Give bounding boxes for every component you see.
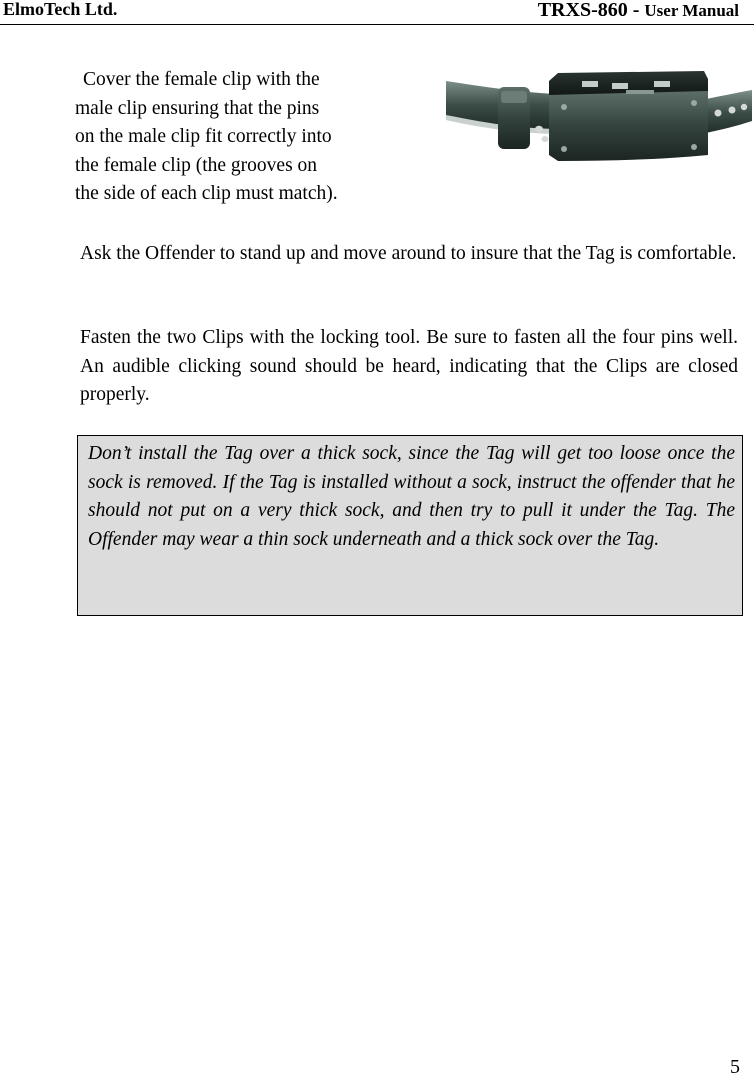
clip-instruction-paragraph: [75, 66, 420, 209]
page-number: 5: [730, 1056, 740, 1078]
clip-photo: [446, 57, 752, 182]
paragraph-line: on the male clip fit correctly into: [75, 126, 332, 147]
sock-warning-note: Don’t install the Tag over a thick sock, since the Tag will get too loose once the sock is removed. If the Tag is installed without a sock, instruct the offender that he should not put on a very thick sock, and then try to pull it under the Tag. The Offender may wear a thin sock underneath and a thick sock over the Tag.: [77, 435, 743, 616]
page-header: [0, 0, 754, 25]
fasten-clips-paragraph: Fasten the two Clips with the locking tool. Be sure to fasten all the four pins well. An audible clicking sound should be heard, indicating that the Clips are closed properly.: [80, 327, 738, 405]
paragraph-line: the female clip (the grooves on: [75, 154, 318, 176]
company-name: ElmoTech Ltd.: [3, 0, 118, 19]
document-title-suffix: User Manual: [644, 1, 739, 20]
comfort-check-paragraph: Ask the Offender to stand up and move around to insure that the Tag is comfortable.: [80, 243, 737, 264]
paragraph-line: male clip ensuring that the pins: [75, 97, 320, 119]
document-title: [538, 0, 739, 22]
document-title-main: TRXS-860 -: [537, 0, 645, 21]
paragraph-line: the side of each clip must match).: [75, 183, 338, 204]
paragraph-line: Cover the female clip with the: [83, 69, 320, 90]
